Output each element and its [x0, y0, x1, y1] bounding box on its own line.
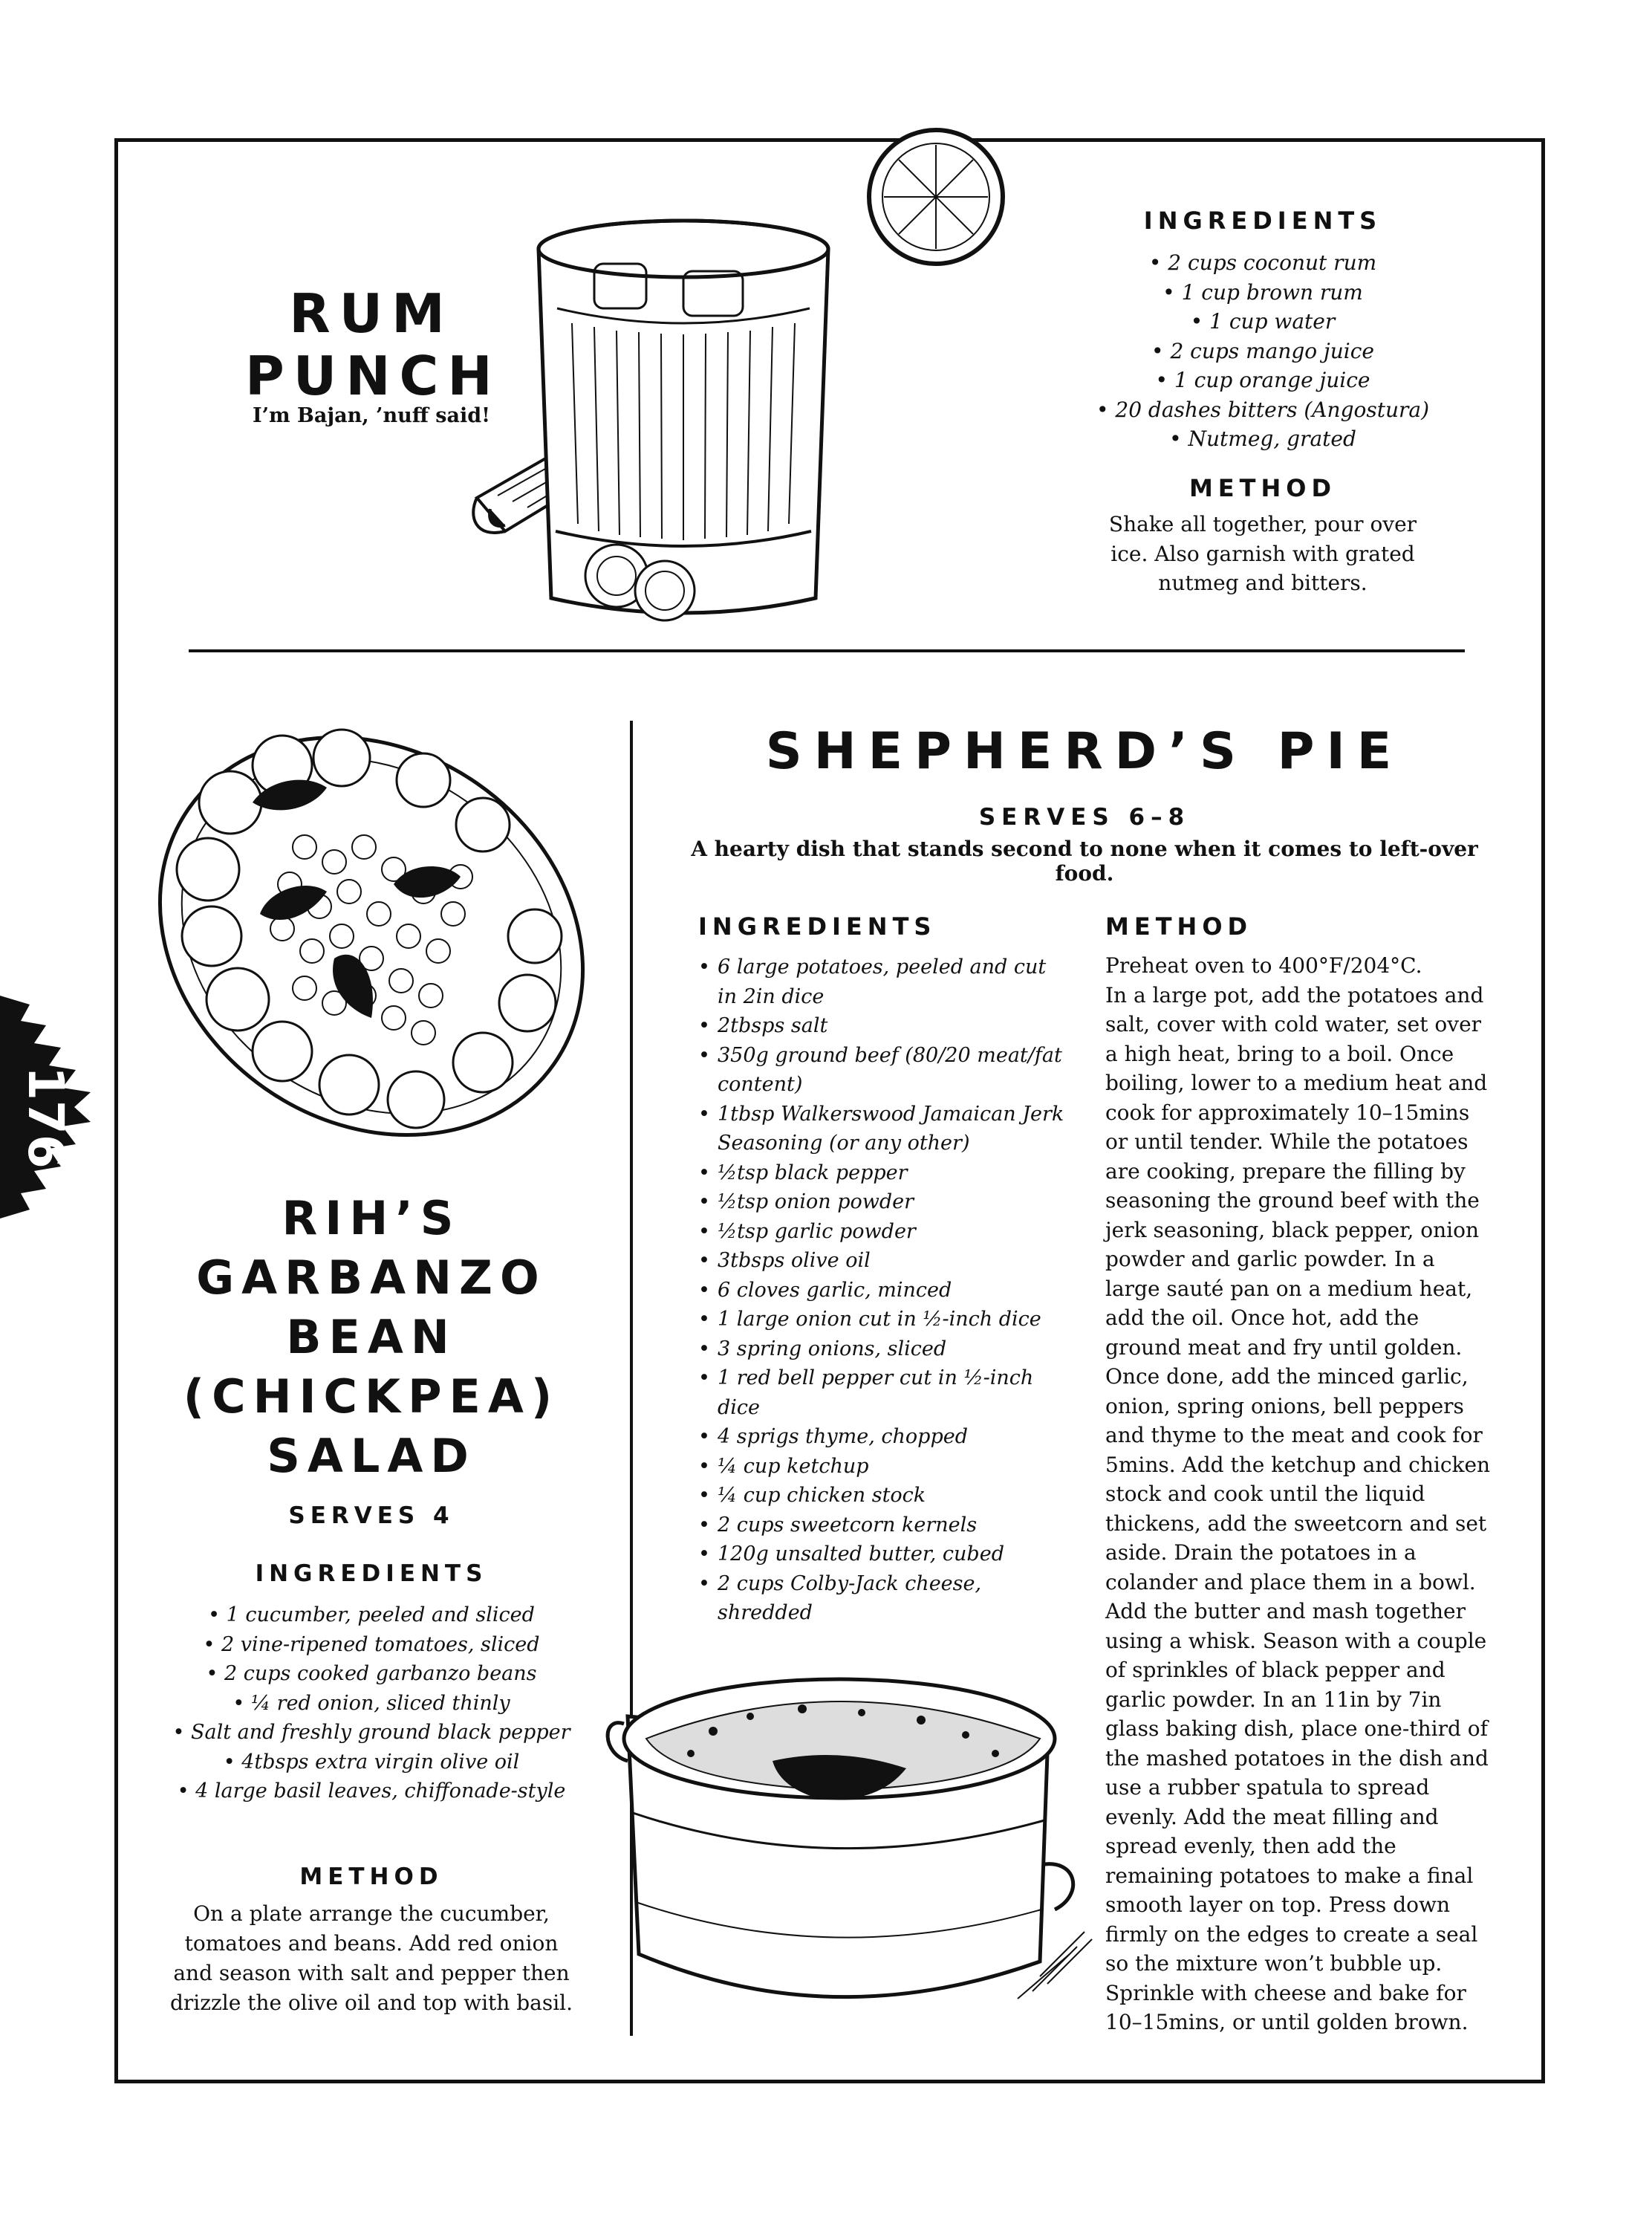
- list-item: • 2 cups mango juice: [1062, 337, 1463, 366]
- list-item: • 4 large basil leaves, chiffonade-style: [149, 1777, 594, 1806]
- list-item: • 4tbsps extra virgin olive oil: [149, 1748, 594, 1777]
- shepherds-pie-dish-illustration: [594, 1635, 1099, 2051]
- list-item: • ½tsp garlic powder: [698, 1217, 1070, 1247]
- rum-punch-glass-illustration: [468, 115, 1047, 628]
- list-item: • 2 vine-ripened tomatoes, sliced: [149, 1630, 594, 1660]
- salad-title: [149, 1189, 594, 1486]
- list-item: • 1 cup orange juice: [1062, 366, 1463, 395]
- list-item: • 120g unsalted butter, cubed: [698, 1539, 1070, 1569]
- pie-ingredients-list: [698, 953, 1070, 1628]
- list-item: • 3 spring onions, sliced: [698, 1334, 1070, 1364]
- list-item: • 3tbsps olive oil: [698, 1246, 1070, 1276]
- horizontal-divider: [189, 649, 1465, 652]
- list-item: • 20 dashes bitters (Angostura): [1062, 395, 1463, 425]
- salad-title-line: BEAN: [286, 1310, 457, 1364]
- rum-punch-subtitle: I’m Bajan, ’nuff said!: [253, 404, 490, 427]
- list-item: • Nutmeg, grated: [1062, 424, 1463, 454]
- list-item: • 6 large potatoes, peeled and cut in 2in dice: [698, 953, 1070, 1011]
- list-item: • 1 cucumber, peeled and sliced: [149, 1600, 594, 1630]
- rum-ingredients-list: [1062, 248, 1463, 454]
- pie-method-body: In a large pot, add the potatoes and salt, cover with cold water, set over a high heat, bring to a boil. Once boiling, lower to a medium heat and cook for approximately 10–15mins or until tender. While the potatoes are cooking, prepare the filling by seasoning the ground beef with the jerk seasoning, black pepper, onion powder and garlic powder. In a large sauté pan on a medium heat, add the oil. Once hot, add the ground meat and fry until golden. Once done, add the minced garlic, onion, spring onions, bell peppers and thyme to the meat and cook for 5mins. Add the ketchup and chicken stock and cook until the liquid thickens, add the sweetcorn and set aside. Drain the potatoes in a colander and place them in a bowl. Add the butter and mash together using a whisk. Season with a couple of sprinkles of black pepper and garlic powder. In an 11in by 7in glass baking dish, place one-third of the mashed potatoes in the dish and use a rubber spatula to spread evenly. Add the meat filling and spread evenly, then add the remaining potatoes to make a final smooth layer on top. Press down firmly on the edges to create a seal so the mixture won’t bubble up. Sprinkle with cheese and bake for 10–15mins, or until golden brown.: [1105, 982, 1491, 2034]
- rum-punch-title: [245, 282, 501, 407]
- list-item: • 6 cloves garlic, minced: [698, 1276, 1070, 1305]
- salad-title-line: (CHICKPEA): [183, 1369, 560, 1424]
- salad-serves: SERVES 4: [288, 1502, 455, 1529]
- list-item: • 1 large onion cut in ½-inch dice: [698, 1305, 1070, 1334]
- list-item: • 1 cup water: [1062, 307, 1463, 337]
- list-item: • 1 cup brown rum: [1062, 278, 1463, 308]
- pie-ingredients-heading: INGREDIENTS: [698, 912, 937, 941]
- list-item: • 2tbsps salt: [698, 1011, 1070, 1041]
- list-item: • 4 sprigs thyme, chopped: [698, 1422, 1070, 1452]
- page-number: 176: [17, 1066, 74, 1169]
- list-item: • ¼ cup ketchup: [698, 1452, 1070, 1482]
- shepherds-pie-serves: SERVES 6–8: [978, 804, 1191, 831]
- pie-method-heading: METHOD: [1105, 912, 1253, 941]
- salad-title-line: RIH’S: [282, 1191, 461, 1245]
- rum-ingredients-heading: INGREDIENTS: [1143, 207, 1382, 235]
- list-item: • Salt and freshly ground black pepper: [149, 1718, 594, 1748]
- salad-title-line: SALAD: [267, 1429, 476, 1483]
- rum-method-heading: METHOD: [1188, 474, 1337, 502]
- list-item: • ½tsp black pepper: [698, 1158, 1070, 1188]
- list-item: • 1 red bell pepper cut in ½-inch dice: [698, 1363, 1070, 1422]
- list-item: • 2 cups sweetcorn kernels: [698, 1511, 1070, 1540]
- glass-icon: [539, 221, 828, 613]
- list-item: • 2 cups cooked garbanzo beans: [149, 1659, 594, 1689]
- rum-punch-title-line: RUM: [289, 282, 454, 345]
- shepherds-pie-subtitle: A hearty dish that stands second to none when it comes to left-over food.: [691, 837, 1478, 886]
- salad-plate-illustration: [141, 713, 602, 1159]
- salad-title-line: GARBANZO: [196, 1250, 547, 1305]
- salad-method-heading: METHOD: [299, 1863, 443, 1890]
- pie-method-text: [1105, 951, 1492, 2037]
- list-item: • 1tbsp Walkerswood Jamaican Jerk Seasoning (or any other): [698, 1100, 1070, 1158]
- list-item: • ¼ red onion, sliced thinly: [149, 1689, 594, 1719]
- list-item: • ½tsp onion powder: [698, 1187, 1070, 1217]
- salad-method-text: On a plate arrange the cucumber, tomatoes and beans. Add red onion and season with salt and pepper then drizzle the olive oil and top with basil.: [169, 1901, 573, 2015]
- list-item: • 350g ground beef (80/20 meat/fat content): [698, 1041, 1070, 1100]
- rum-method-text: Shake all together, pour over ice. Also garnish with grated nutmeg and bitters.: [1108, 512, 1417, 595]
- list-item: • 2 cups coconut rum: [1062, 248, 1463, 278]
- orange-slice-icon: [869, 130, 1003, 264]
- rum-punch-title-line: PUNCH: [245, 345, 501, 407]
- salad-ingredients-list: [149, 1600, 594, 1806]
- list-item: • 2 cups Colby-Jack cheese, shredded: [698, 1569, 1070, 1628]
- salad-ingredients-heading: INGREDIENTS: [255, 1560, 488, 1587]
- shepherds-pie-title: SHEPHERD’S PIE: [765, 722, 1404, 781]
- list-item: • ¼ cup chicken stock: [698, 1481, 1070, 1511]
- pie-method-line: Preheat oven to 400°F/204°C.: [1105, 953, 1422, 978]
